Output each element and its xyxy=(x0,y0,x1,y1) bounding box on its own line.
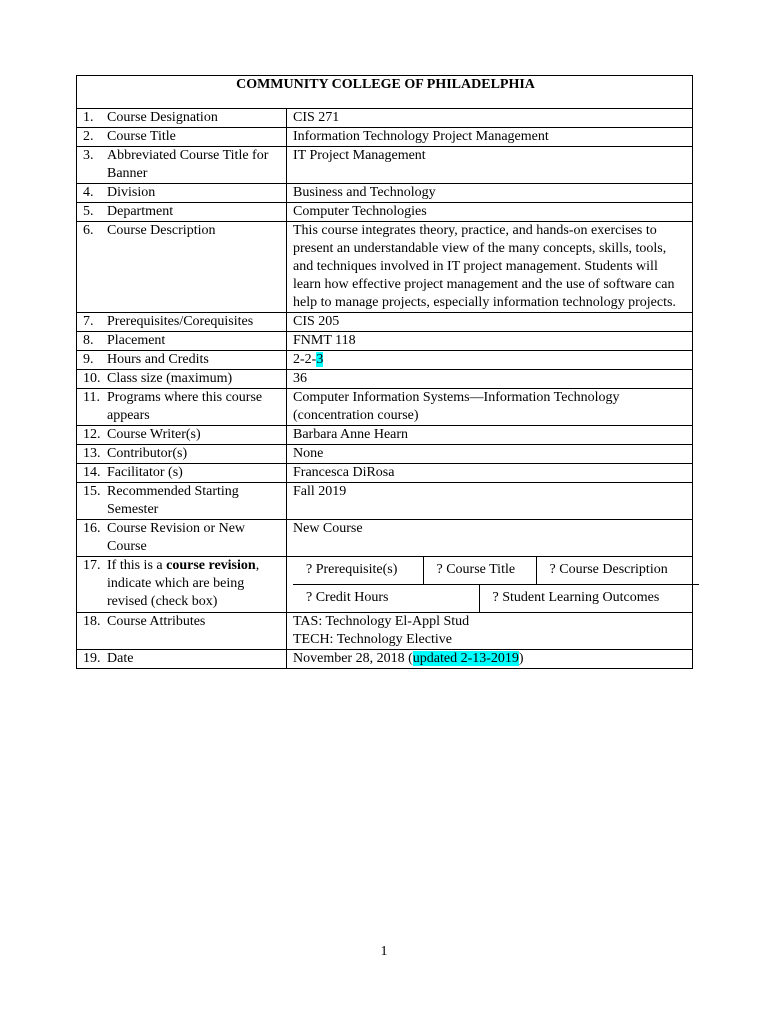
row-value: November 28, 2018 (updated 2-13-2019) xyxy=(287,650,693,669)
header-row xyxy=(77,76,693,109)
row-value: Information Technology Project Management xyxy=(287,128,693,147)
row-number: 10. xyxy=(83,371,101,386)
form-row-course-designation xyxy=(77,109,693,128)
row-label: Programs where this course appears xyxy=(107,390,263,423)
row-value: None xyxy=(287,445,693,464)
attribute-line: TECH: Technology Elective xyxy=(293,632,452,647)
row-label: Course Description xyxy=(107,223,216,238)
form-row-course-writers xyxy=(77,426,693,445)
form-row-revision-checklist xyxy=(77,557,693,613)
highlighted-credit: 3 xyxy=(316,352,324,367)
checkbox-prerequisites[interactable]: ? Prerequisite(s) xyxy=(293,557,423,585)
form-row-programs xyxy=(77,389,693,426)
row-number: 14. xyxy=(83,465,101,480)
checkbox-course-description[interactable]: ? Course Description xyxy=(536,557,699,585)
form-row-course-title xyxy=(77,128,693,147)
row-number: 5. xyxy=(83,204,94,219)
form-row-class-size xyxy=(77,370,693,389)
row-label: Recommended Starting Semester xyxy=(107,484,239,517)
form-row-contributors xyxy=(77,445,693,464)
row-label: Date xyxy=(107,651,134,666)
row-label: Placement xyxy=(107,333,166,348)
row-value: CIS 271 xyxy=(287,109,693,128)
row-value: IT Project Management xyxy=(287,147,693,184)
row-value: Computer Information Systems—Information Technology (concentration course) xyxy=(287,389,693,426)
page-number: 1 xyxy=(380,944,388,959)
hours-credits-prefix: 2-2- xyxy=(293,352,317,367)
form-row-facilitators xyxy=(77,464,693,483)
row-value: 36 xyxy=(287,370,693,389)
row-value: New Course xyxy=(287,520,693,557)
form-row-course-attributes xyxy=(77,613,693,650)
row-number: 3. xyxy=(83,148,94,163)
row-number: 2. xyxy=(83,129,94,144)
row-label: Facilitator (s) xyxy=(107,465,183,480)
row-value: CIS 205 xyxy=(287,313,693,332)
row-number: 4. xyxy=(83,185,94,200)
checkbox-learning-outcomes[interactable]: ? Student Learning Outcomes xyxy=(492,590,660,605)
row-number: 11. xyxy=(83,390,100,405)
checkbox-course-title[interactable]: ? Course Title xyxy=(423,557,536,585)
form-row-course-description xyxy=(77,222,693,313)
row-number: 18. xyxy=(83,614,101,629)
institution-title: COMMUNITY COLLEGE OF PHILADELPHIA xyxy=(77,76,693,109)
row-number: 7. xyxy=(83,314,94,329)
row-label: Contributor(s) xyxy=(107,446,188,461)
row-number: 9. xyxy=(83,352,94,367)
row-value: Francesca DiRosa xyxy=(287,464,693,483)
row-value: Computer Technologies xyxy=(287,203,693,222)
row-number: 19. xyxy=(83,651,101,666)
row-number: 8. xyxy=(83,333,94,348)
row-label: Division xyxy=(107,185,156,200)
row-number: 6. xyxy=(83,223,94,238)
form-row-prerequisites xyxy=(77,313,693,332)
row-label: Course Designation xyxy=(107,110,218,125)
form-row-department xyxy=(77,203,693,222)
row-value: Barbara Anne Hearn xyxy=(287,426,693,445)
row-label: Course Title xyxy=(107,129,176,144)
form-row-revision-or-new xyxy=(77,520,693,557)
row-label: If this is a course revision, indicate which are being revised (check box) xyxy=(107,558,260,609)
row-label: Hours and Credits xyxy=(107,352,209,367)
form-row-division xyxy=(77,184,693,203)
row-number: 17. xyxy=(83,558,101,573)
row-value: Fall 2019 xyxy=(287,483,693,520)
checkbox-credit-hours[interactable]: ? Credit Hours xyxy=(293,585,479,613)
row-number: 13. xyxy=(83,446,101,461)
row-label: Abbreviated Course Title for Banner xyxy=(107,148,269,181)
row-number: 16. xyxy=(83,521,101,536)
row-value: FNMT 118 xyxy=(287,332,693,351)
row-label-bold: course revision xyxy=(166,558,256,573)
row-label: Prerequisites/Corequisites xyxy=(107,314,254,329)
row-value xyxy=(287,351,693,370)
row-label: Course Writer(s) xyxy=(107,427,201,442)
row-value: This course integrates theory, practice, and hands-on exercises to present an understandable view of the many concepts, skills, tools, and techniques involved in IT project management. Students will learn how effective project management and the use of software can help to manage projects, especially information technology projects. xyxy=(287,222,693,313)
row-number: 12. xyxy=(83,427,101,442)
form-row-abbreviated-title xyxy=(77,147,693,184)
form-row-hours-credits xyxy=(77,351,693,370)
attribute-line: TAS: Technology El-Appl Stud xyxy=(293,614,470,629)
row-label: Course Revision or New Course xyxy=(107,521,246,554)
row-value xyxy=(287,613,693,650)
row-number: 15. xyxy=(83,484,101,499)
form-row-date xyxy=(77,650,693,669)
row-number: 1. xyxy=(83,110,94,125)
row-label: Department xyxy=(107,204,174,219)
row-value: Business and Technology xyxy=(287,184,693,203)
revision-checkbox-table xyxy=(293,557,699,612)
form-row-placement xyxy=(77,332,693,351)
course-form-table xyxy=(76,75,693,669)
highlighted-updated-date: updated 2-13-2019 xyxy=(412,651,519,666)
row-label: Class size (maximum) xyxy=(107,371,233,386)
row-label: Course Attributes xyxy=(107,614,206,629)
form-row-starting-semester xyxy=(77,483,693,520)
